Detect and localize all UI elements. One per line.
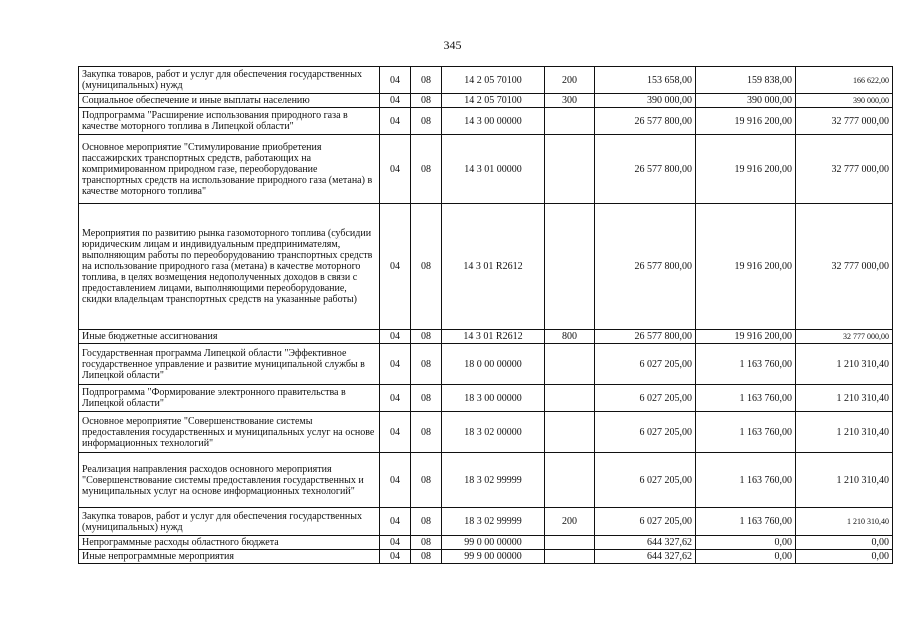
cell-subsection: 08 <box>411 330 442 344</box>
cell-amount-2: 159 838,00 <box>696 67 796 94</box>
cell-subsection: 08 <box>411 67 442 94</box>
page-number: 345 <box>443 38 462 52</box>
cell-name: Мероприятия по развитию рынка газомоторного топлива (субсидии юридическим лицам и индивидуальным предпринимателям, выполняющим работы по переоборудованию транспортных средств на использование природного газа (метана) в качестве моторного топлива, в целях возмещения недополученных доходов в связи с предоставлением лицами, выполняющими переоборудование, скидки владельцам транспортных средств на указанные работы) <box>79 204 380 330</box>
table-row <box>79 94 893 108</box>
table-row <box>79 385 893 412</box>
table-row <box>79 344 893 385</box>
table-row <box>79 412 893 453</box>
cell-target-article: 18 0 00 00000 <box>442 344 545 385</box>
cell-name: Основное мероприятие "Совершенствование системы предоставления государственных и муниципальных услуг на основе информационных технологий" <box>79 412 380 453</box>
cell-amount-1: 644 327,62 <box>595 536 696 550</box>
cell-amount-1: 6 027 205,00 <box>595 344 696 385</box>
cell-expense-type: 800 <box>545 330 595 344</box>
cell-amount-3: 390 000,00 <box>796 94 893 108</box>
cell-subsection: 08 <box>411 108 442 135</box>
cell-target-article: 14 3 01 00000 <box>442 135 545 204</box>
cell-amount-3: 1 210 310,40 <box>796 453 893 508</box>
cell-target-article: 14 2 05 70100 <box>442 67 545 94</box>
cell-amount-3: 32 777 000,00 <box>796 204 893 330</box>
cell-amount-2: 19 916 200,00 <box>696 204 796 330</box>
cell-subsection: 08 <box>411 94 442 108</box>
table-row <box>79 550 893 564</box>
table-row <box>79 330 893 344</box>
cell-target-article: 14 3 01 R2612 <box>442 330 545 344</box>
cell-amount-2: 1 163 760,00 <box>696 385 796 412</box>
cell-subsection: 08 <box>411 536 442 550</box>
cell-amount-1: 6 027 205,00 <box>595 412 696 453</box>
cell-name: Иные бюджетные ассигнования <box>79 330 380 344</box>
cell-expense-type <box>545 344 595 385</box>
cell-section: 04 <box>380 204 411 330</box>
cell-amount-1: 6 027 205,00 <box>595 453 696 508</box>
cell-subsection: 08 <box>411 135 442 204</box>
cell-target-article: 18 3 02 99999 <box>442 453 545 508</box>
cell-amount-3: 0,00 <box>796 550 893 564</box>
cell-name: Подпрограмма "Расширение использования природного газа в качестве моторного топлива в Липецкой области" <box>79 108 380 135</box>
cell-name: Закупка товаров, работ и услуг для обеспечения государственных (муниципальных) нужд <box>79 508 380 536</box>
cell-section: 04 <box>380 67 411 94</box>
cell-section: 04 <box>380 453 411 508</box>
cell-expense-type <box>545 135 595 204</box>
cell-amount-3: 1 210 310,40 <box>796 508 893 536</box>
cell-expense-type: 200 <box>545 508 595 536</box>
cell-amount-1: 390 000,00 <box>595 94 696 108</box>
cell-section: 04 <box>380 344 411 385</box>
cell-subsection: 08 <box>411 385 442 412</box>
cell-amount-2: 0,00 <box>696 550 796 564</box>
cell-amount-3: 32 777 000,00 <box>796 135 893 204</box>
cell-target-article: 14 2 05 70100 <box>442 94 545 108</box>
cell-section: 04 <box>380 536 411 550</box>
cell-name: Закупка товаров, работ и услуг для обеспечения государственных (муниципальных) нужд <box>79 67 380 94</box>
cell-expense-type <box>545 550 595 564</box>
table-row <box>79 108 893 135</box>
cell-amount-1: 153 658,00 <box>595 67 696 94</box>
cell-amount-2: 19 916 200,00 <box>696 135 796 204</box>
table-body <box>79 67 893 564</box>
cell-expense-type <box>545 536 595 550</box>
cell-subsection: 08 <box>411 453 442 508</box>
cell-expense-type: 300 <box>545 94 595 108</box>
cell-amount-3: 166 622,00 <box>796 67 893 94</box>
cell-target-article: 18 3 00 00000 <box>442 385 545 412</box>
table-row <box>79 135 893 204</box>
cell-section: 04 <box>380 508 411 536</box>
cell-name: Подпрограмма "Формирование электронного правительства в Липецкой области" <box>79 385 380 412</box>
cell-amount-3: 32 777 000,00 <box>796 330 893 344</box>
cell-target-article: 14 3 00 00000 <box>442 108 545 135</box>
cell-subsection: 08 <box>411 344 442 385</box>
cell-amount-1: 6 027 205,00 <box>595 385 696 412</box>
cell-amount-2: 1 163 760,00 <box>696 412 796 453</box>
cell-amount-1: 26 577 800,00 <box>595 330 696 344</box>
cell-amount-2: 1 163 760,00 <box>696 344 796 385</box>
cell-amount-3: 32 777 000,00 <box>796 108 893 135</box>
cell-amount-2: 390 000,00 <box>696 94 796 108</box>
cell-amount-2: 19 916 200,00 <box>696 108 796 135</box>
cell-target-article: 14 3 01 R2612 <box>442 204 545 330</box>
cell-amount-3: 0,00 <box>796 536 893 550</box>
cell-target-article: 99 0 00 00000 <box>442 536 545 550</box>
cell-target-article: 99 9 00 00000 <box>442 550 545 564</box>
cell-section: 04 <box>380 550 411 564</box>
table-row <box>79 536 893 550</box>
cell-subsection: 08 <box>411 550 442 564</box>
table-row <box>79 508 893 536</box>
table-row <box>79 453 893 508</box>
cell-subsection: 08 <box>411 204 442 330</box>
cell-name: Иные непрограммные мероприятия <box>79 550 380 564</box>
cell-name: Основное мероприятие "Стимулирование приобретения пассажирских транспортных средств, работающих на компримированном природном газе, переоборудование транспортных средств на использование природного газа (метана) в качестве моторного топлива" <box>79 135 380 204</box>
cell-expense-type <box>545 204 595 330</box>
cell-amount-2: 0,00 <box>696 536 796 550</box>
cell-expense-type: 200 <box>545 67 595 94</box>
cell-section: 04 <box>380 330 411 344</box>
cell-section: 04 <box>380 412 411 453</box>
cell-name: Социальное обеспечение и иные выплаты населению <box>79 94 380 108</box>
cell-section: 04 <box>380 94 411 108</box>
cell-expense-type <box>545 412 595 453</box>
cell-section: 04 <box>380 385 411 412</box>
cell-amount-3: 1 210 310,40 <box>796 412 893 453</box>
cell-amount-1: 26 577 800,00 <box>595 135 696 204</box>
cell-amount-3: 1 210 310,40 <box>796 344 893 385</box>
cell-target-article: 18 3 02 99999 <box>442 508 545 536</box>
budget-table <box>78 66 893 564</box>
cell-section: 04 <box>380 135 411 204</box>
cell-subsection: 08 <box>411 412 442 453</box>
cell-amount-2: 1 163 760,00 <box>696 508 796 536</box>
cell-subsection: 08 <box>411 508 442 536</box>
cell-name: Непрограммные расходы областного бюджета <box>79 536 380 550</box>
cell-amount-2: 19 916 200,00 <box>696 330 796 344</box>
cell-target-article: 18 3 02 00000 <box>442 412 545 453</box>
cell-amount-1: 644 327,62 <box>595 550 696 564</box>
cell-amount-2: 1 163 760,00 <box>696 453 796 508</box>
cell-name: Реализация направления расходов основного мероприятия "Совершенствование системы предоставления государственных и муниципальных услуг на основе информационных технологий" <box>79 453 380 508</box>
cell-expense-type <box>545 108 595 135</box>
cell-amount-1: 26 577 800,00 <box>595 108 696 135</box>
cell-name: Государственная программа Липецкой области "Эффективное государственное управление и развитие муниципальной службы в Липецкой области" <box>79 344 380 385</box>
table-row <box>79 67 893 94</box>
cell-amount-1: 26 577 800,00 <box>595 204 696 330</box>
cell-section: 04 <box>380 108 411 135</box>
table-row <box>79 204 893 330</box>
cell-expense-type <box>545 453 595 508</box>
cell-expense-type <box>545 385 595 412</box>
cell-amount-1: 6 027 205,00 <box>595 508 696 536</box>
cell-amount-3: 1 210 310,40 <box>796 385 893 412</box>
